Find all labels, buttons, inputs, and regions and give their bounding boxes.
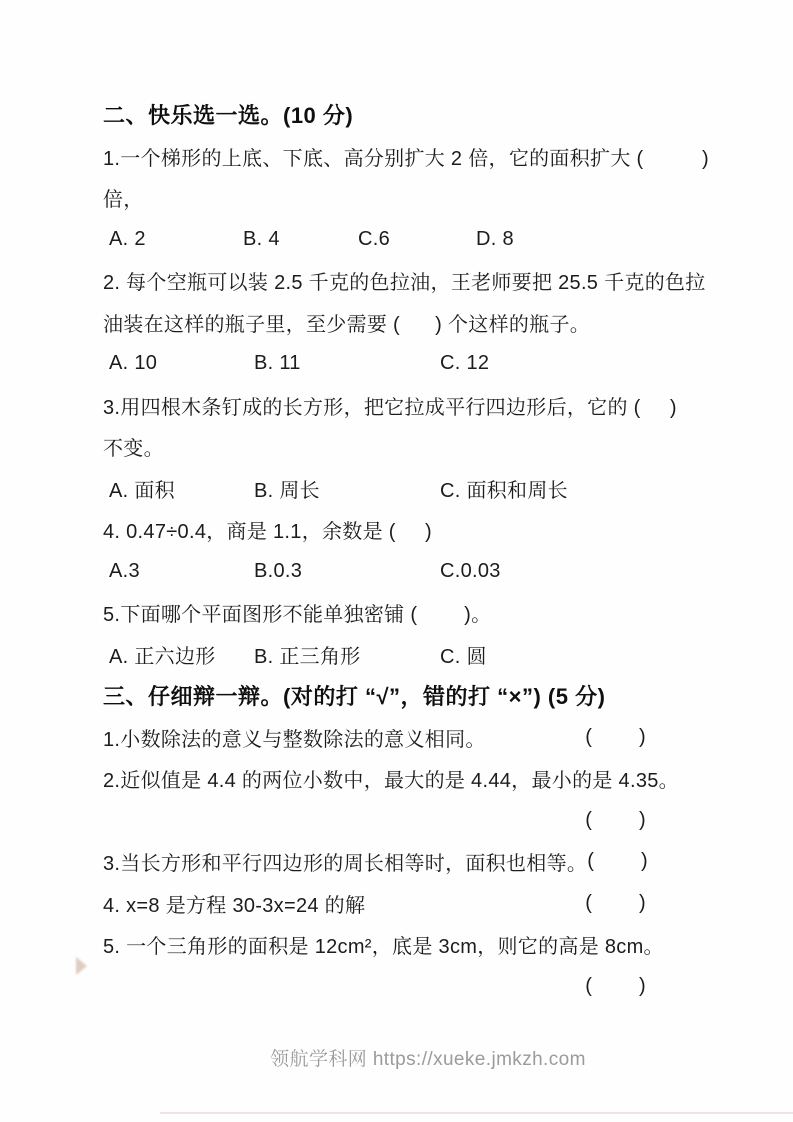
tf-item-2-answer-blank: ( ) bbox=[585, 808, 646, 831]
q5-option-a: A. 正六边形 bbox=[109, 645, 216, 668]
q4-options-row bbox=[103, 551, 753, 593]
q4-option-c: C.0.03 bbox=[440, 559, 501, 582]
q5-text-line-1: 5.下面哪个平面图形不能单独密铺 ( )。 bbox=[103, 604, 492, 627]
q2-option-a: A. 10 bbox=[109, 352, 158, 375]
q2-option-b: B. 11 bbox=[254, 352, 301, 375]
tf-item-3 bbox=[103, 841, 753, 883]
q2-text-line-2: 油装在这样的瓶子里，至少需要 ( ) 个这样的瓶子。 bbox=[103, 313, 591, 336]
tf-item-3-text: 3.当长方形和平行四边形的周长相等时，面积也相等。 bbox=[103, 853, 588, 876]
q3-options-row bbox=[103, 468, 753, 510]
tf-item-2-text: 2.近似值是 4.4 的两位小数中，最大的是 4.44，最小的是 4.35。 bbox=[103, 770, 679, 793]
tf-item-4-text: 4. x=8 是方程 30-3x=24 的解 bbox=[103, 894, 366, 917]
q1-option-a: A. 2 bbox=[109, 227, 146, 250]
q4-text-line-1: 4. 0.47÷0.4，商是 1.1，余数是 ( ) bbox=[103, 521, 432, 544]
q1-option-d: D. 8 bbox=[476, 227, 514, 250]
tf-item-3-answer-blank: ( ) bbox=[587, 850, 648, 873]
tf-item-2-blank-row bbox=[103, 800, 753, 842]
q3-option-b: B. 周长 bbox=[254, 479, 320, 502]
q2-options-row bbox=[103, 343, 753, 385]
section3-heading: 三、仔细辩一辩。(对的打 “√”，错的打 “×”) (5 分) bbox=[103, 684, 606, 710]
tf-item-1-text: 1.小数除法的意义与整数除法的意义相同。 bbox=[103, 728, 486, 751]
q3-option-a: A. 面积 bbox=[109, 479, 175, 502]
q3-text-line-1: 3.用四根木条钉成的长方形，把它拉成平行四边形后，它的 ( ) bbox=[103, 396, 677, 419]
tf-item-5-answer-blank: ( ) bbox=[585, 974, 646, 997]
section2-heading: 二、快乐选一选。(10 分) bbox=[103, 103, 354, 129]
q5-option-c: C. 圆 bbox=[440, 645, 487, 668]
q2-option-c: C. 12 bbox=[440, 352, 490, 375]
q1-options-row bbox=[103, 219, 753, 261]
q4-option-a: A.3 bbox=[109, 559, 140, 582]
q3-option-c: C. 面积和周长 bbox=[440, 479, 568, 502]
page-bottom-edge-line bbox=[160, 1112, 793, 1114]
tf-item-1 bbox=[103, 717, 753, 759]
q5-option-b: B. 正三角形 bbox=[254, 645, 361, 668]
q2-text-line-1: 2. 每个空瓶可以装 2.5 千克的色拉油，王老师要把 25.5 千克的色拉 bbox=[103, 272, 706, 295]
q1-option-b: B. 4 bbox=[243, 227, 280, 250]
q1-text-line-2: 倍， bbox=[103, 189, 144, 212]
tf-item-4 bbox=[103, 883, 753, 925]
watermark-text: 领航学科网 https://xueke.jmkzh.com bbox=[270, 1049, 586, 1070]
tf-item-5-blank-row bbox=[103, 966, 753, 1008]
q3-text-line-2: 不变。 bbox=[103, 438, 164, 461]
tf-item-1-answer-blank: ( ) bbox=[585, 725, 646, 748]
scan-smudge-artifact bbox=[76, 957, 87, 975]
q4-option-b: B.0.3 bbox=[254, 559, 303, 582]
tf-item-4-answer-blank: ( ) bbox=[585, 891, 646, 914]
q1-text-line-1: 1.一个梯形的上底、下底、高分别扩大 2 倍，它的面积扩大 ( ) bbox=[103, 147, 709, 170]
tf-item-5-text: 5. 一个三角形的面积是 12cm²，底是 3cm，则它的高是 8cm。 bbox=[103, 936, 664, 959]
q5-options-row bbox=[103, 634, 753, 676]
q1-option-c: C.6 bbox=[358, 227, 391, 250]
